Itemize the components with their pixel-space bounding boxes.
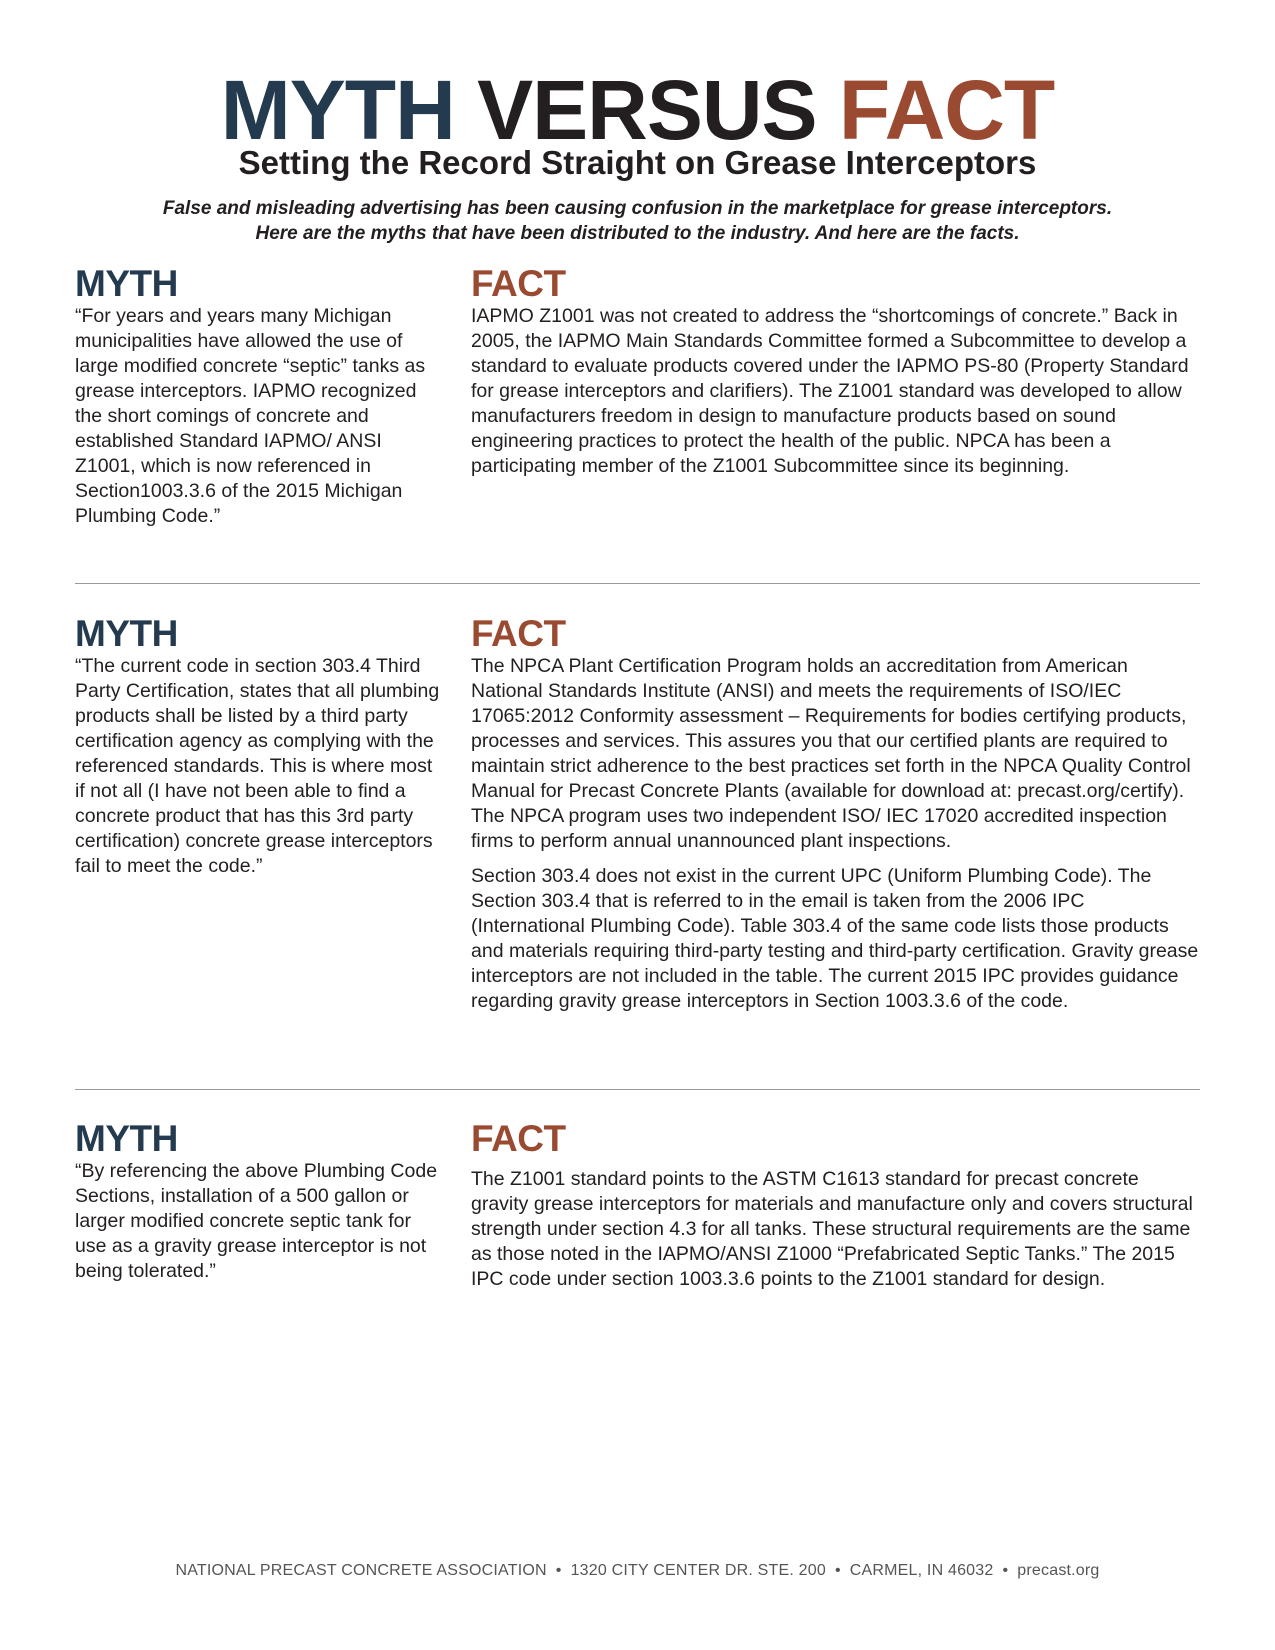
fact-paragraph: Section 303.4 does not exist in the current UPC (Uniform Plumbing Code). The Section 303.4 that is referred to in the email is taken from the 2006 IPC (International Plumbing Code). Table 303.4 of the same code lists those products and materials requiring third-party testing and third-party certification. Gravity grease interceptors are not included in the table. The current 2015 IPC provides guidance regarding gravity grease interceptors in Section 1003.3.6 of the code. [471,865,1199,1012]
page-subtitle: Setting the Record Straight on Grease Interceptors [238,144,1037,181]
fact-column [471,614,1201,1014]
myth-text: “For years and years many Michigan municipalities have allowed the use of large modified concrete “septic” tanks as grease interceptors. IAPMO recognized the short comings of concrete and established Standard IAPMO/ ANSI Z1001, which is now referenced in Section1003.3.6 of the 2015 Michigan Plumbing Code.” [75,305,426,527]
page-title [0,63,1275,157]
intro-line-2: Here are the myths that have been distributed to the industry. And here are the facts. [255,223,1020,244]
myth-label: MYTH [75,1118,178,1159]
title-myth: MYTH [220,63,455,157]
intro-paragraph [40,196,1235,246]
fact-paragraph: IAPMO Z1001 was not created to address the “shortcomings of concrete.” Back in 2005, the IAPMO Main Standards Committee formed a Subcommittee to develop a standard to evaluate products covered under the IAPMO PS-80 (Property Standard for grease interceptors and clarifiers). The Z1001 standard was developed to allow manufacturers freedom in design to manufacture products based on sound engineering practices to protect the health of the public. NPCA has been a participating member of the Z1001 Subcommittee since its beginning. [471,305,1189,477]
myth-label: MYTH [75,613,178,654]
myth-column [75,1119,445,1284]
myth-label: MYTH [75,263,178,304]
footer [0,1562,1275,1580]
footer-separator: • [555,1562,562,1579]
myth-text: “The current code in section 303.4 Third Party Certification, states that all plumbing products shall be listed by a third party certification agency as complying with the referenced standards. This is where most if not all (I have not been able to find a concrete product that has this 3rd party certification) concrete grease interceptors fail to meet the code.” [75,655,440,877]
footer-website-link[interactable]: precast.org [1017,1562,1100,1579]
myth-column [75,614,445,879]
fact-column [471,264,1201,479]
footer-city: CARMEL, IN 46032 [849,1562,994,1579]
fact-label: FACT [471,1118,566,1159]
footer-separator: • [834,1562,841,1579]
footer-separator: • [1002,1562,1009,1579]
fact-label: FACT [471,613,566,654]
intro-line-1: False and misleading advertising has been causing confusion in the marketplace for grease interceptors. [162,198,1113,219]
footer-organization: NATIONAL PRECAST CONCRETE ASSOCIATION [175,1562,547,1579]
myth-text: “By referencing the above Plumbing Code Sections, installation of a 500 gallon or larger modified concrete septic tank for use as a gravity grease interceptor is not being tolerated.” [75,1160,438,1282]
section-divider [75,583,1200,584]
title-fact: FACT [838,63,1055,157]
myth-column [75,264,445,529]
title-versus: VERSUS [477,63,817,157]
fact-paragraph: The NPCA Plant Certification Program holds an accreditation from American National Standards Institute (ANSI) and meets the requirements of ISO/IEC 17065:2012 Conformity assessment – Requirements for bodies certifying products, processes and services. This assures you that our certified plants are required to maintain strict adherence to the best practices set forth in the NPCA Quality Control Manual for Precast Concrete Plants (available for download at: precast.org/certify). The NPCA program uses two independent ISO/ IEC 17020 accredited inspection firms to perform annual unannounced plant inspections. [471,655,1191,852]
footer-address: 1320 CITY CENTER DR. STE. 200 [570,1562,826,1579]
fact-paragraph: The Z1001 standard points to the ASTM C1613 standard for precast concrete gravity grease interceptors for materials and manufacture only and covers structural strength under section 4.3 for all tanks. These structural requirements are the same as those noted in the IAPMO/ANSI Z1000 “Prefabricated Septic Tanks.” The 2015 IPC code under section 1003.3.6 points to the Z1001 standard for design. [471,1168,1193,1290]
fact-column [471,1119,1201,1292]
section-divider [75,1089,1200,1090]
fact-label: FACT [471,263,566,304]
